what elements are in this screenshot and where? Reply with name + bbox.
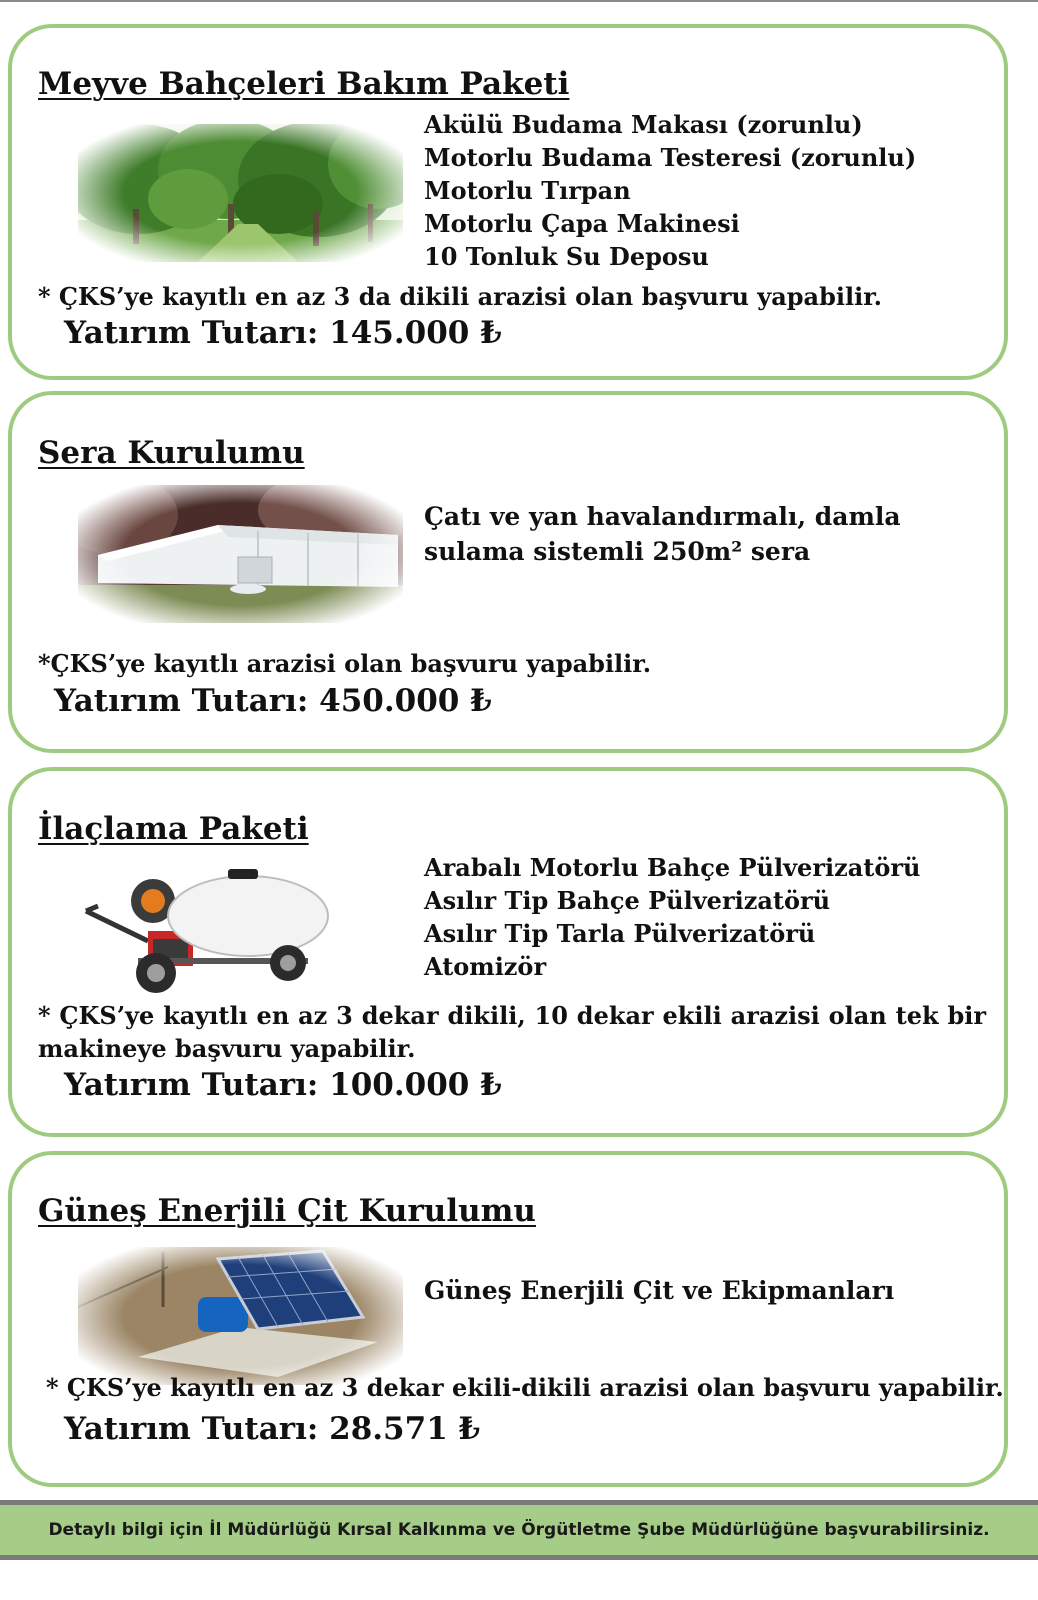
solar-fence-investment-amount: Yatırım Tutarı: 28.571 ₺ [64,1411,481,1447]
spraying-eligibility-note: * ÇKS’ye kayıtlı en az 3 dekar dikili, 10 dekar ekili arazisi olan tek bir makineye başvuru yapabilir. [38,1001,986,1063]
list-item: Motorlu Tırpan [424,176,631,205]
list-item: Motorlu Çapa Makinesi [424,209,740,238]
greenhouse-photo [78,485,403,623]
solar-fence-title: Güneş Enerjili Çit Kurulumu [38,1193,536,1229]
top-rule [0,0,1038,2]
orchard-package-card [8,24,1008,380]
list-item: 10 Tonluk Su Deposu [424,242,709,271]
solar-fence-eligibility-note: * ÇKS’ye kayıtlı en az 3 dekar ekili-dikili arazisi olan başvuru yapabilir. [46,1373,1004,1402]
spraying-equipment-list [424,851,920,983]
footer-contact-banner [0,1500,1038,1560]
solar-fence-description: Güneş Enerjili Çit ve Ekipmanları [424,1276,895,1305]
orchard-investment-amount: Yatırım Tutarı: 145.000 ₺ [64,315,502,351]
orchard-eligibility-note: * ÇKS’ye kayıtlı en az 3 da dikili arazisi olan başvuru yapabilir. [38,282,883,311]
spraying-package-title: İlaçlama Paketi [38,811,309,847]
greenhouse-description: Çatı ve yan havalandırmalı, damla sulama sistemli 250m² sera [424,502,901,566]
greenhouse-investment-amount: Yatırım Tutarı: 450.000 ₺ [54,683,492,719]
sprayer-photo [78,861,403,999]
footer-text: Detaylı bilgi için İl Müdürlüğü Kırsal Kalkınma ve Örgütletme Şube Müdürlüğüne başvurabilirsiniz. [48,1520,990,1540]
greenhouse-eligibility-note: *ÇKS’ye kayıtlı arazisi olan başvuru yapabilir. [38,649,652,678]
solar-fence-photo [78,1247,403,1385]
orchard-package-title: Meyve Bahçeleri Bakım Paketi [38,66,570,102]
list-item: Akülü Budama Makası (zorunlu) [424,110,863,139]
list-item: Asılır Tip Tarla Pülverizatörü [424,919,816,948]
solar-fence-card [8,1151,1008,1487]
list-item: Motorlu Budama Testeresi (zorunlu) [424,143,917,172]
orchard-photo [78,124,403,262]
list-item: Atomizör [424,952,547,981]
list-item: Asılır Tip Bahçe Pülverizatörü [424,886,831,915]
spraying-investment-amount: Yatırım Tutarı: 100.000 ₺ [64,1067,502,1103]
orchard-equipment-list [424,108,916,273]
greenhouse-title: Sera Kurulumu [38,435,305,471]
greenhouse-card [8,391,1008,753]
list-item: Arabalı Motorlu Bahçe Pülverizatörü [424,853,921,882]
spraying-package-card [8,767,1008,1137]
